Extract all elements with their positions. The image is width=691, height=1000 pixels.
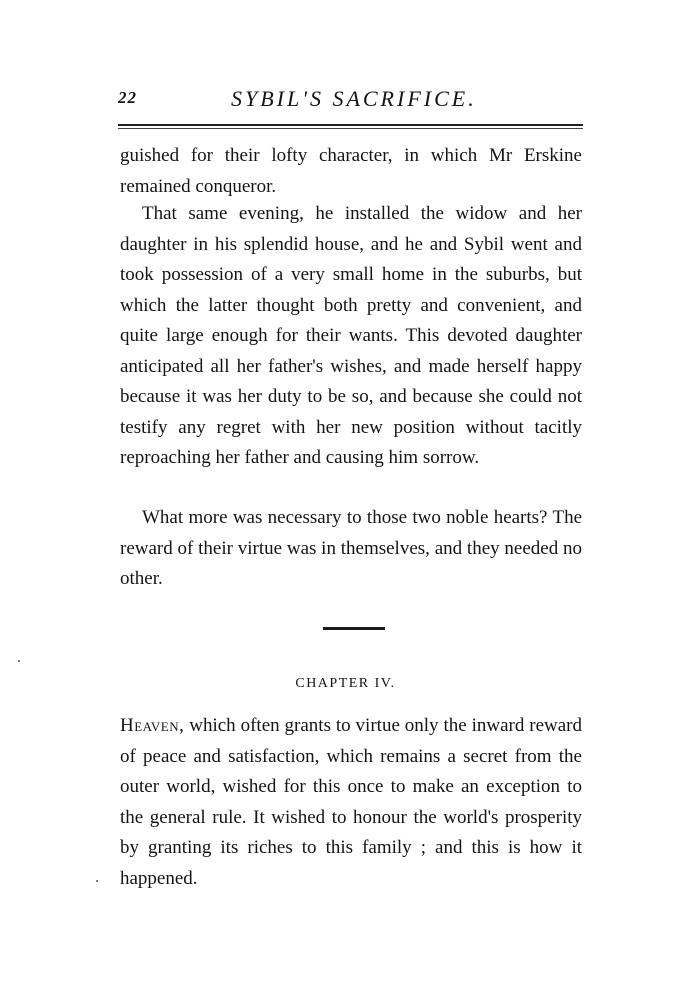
running-title: SYBIL'S SACRIFICE. [231,86,477,111]
paragraph [120,503,582,595]
paragraph-text [120,711,582,894]
running-head [118,86,583,116]
paper-speck [18,660,20,662]
paper-speck [96,880,98,882]
continued-paragraph [120,141,582,202]
chapter-heading: CHAPTER IV. [295,676,396,691]
chapter-opening-paragraph [120,711,582,894]
lead-word: Heaven, [120,715,185,736]
section-divider [323,627,385,630]
paragraph-text: What more was necessary to those two noble hearts? The reward of their virtue was in themselves, and they needed no other. [120,507,582,589]
paragraph-text: That same evening, he installed the widow and her daughter in his splendid house, and he and Sybil went and took possession of a very small home in the suburbs, but which the latter thought both pretty and convenient, and quite large enough for their wants. This devoted daughter anticipated all her father's wishes, and made herself happy because it was her duty to be so, and because she could not testify any regret with her new position without tacitly reproaching her father and causing him sorrow. [120,203,582,468]
page-number: 22 [118,88,137,107]
header-rule [118,124,583,126]
paragraph-rest: which often grants to virtue only the inward reward of peace and satisfaction, which remains a secret from the outer world, wished for this once to make an exception to the general rule. It wished to honour the world's prosperity by granting its riches to this family ; and this is how it happened. [120,715,582,889]
paragraph-text: guished for their lofty character, in which Mr Erskine remained conqueror. [120,145,582,197]
paragraph [120,199,582,474]
